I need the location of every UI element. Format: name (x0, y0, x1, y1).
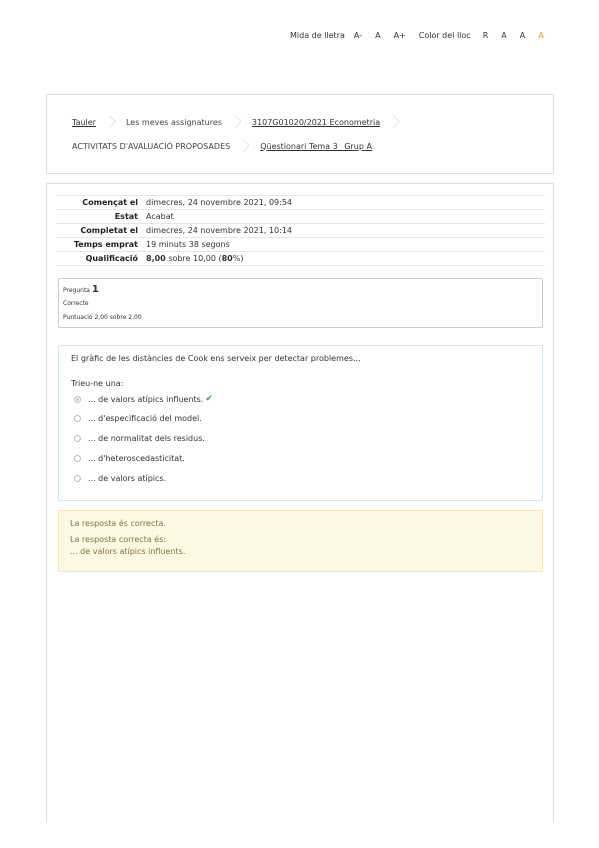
grade-value (142, 252, 545, 266)
bg-color-option-2[interactable]: A (519, 31, 526, 40)
grade-score: 8,00 (146, 254, 166, 263)
breadcrumb-course-link[interactable]: 3107G01020/2021 Econometria (251, 117, 381, 127)
breadcrumb-separator-icon (239, 139, 251, 153)
font-decrease-button[interactable]: A- (353, 31, 363, 40)
grade-percent: 80 (221, 254, 233, 263)
bg-color-reset-button[interactable]: R (482, 31, 489, 40)
answer-prompt: Trieu-ne una: (71, 379, 124, 388)
summary-key: Completat el (57, 224, 142, 238)
font-size-label: Mida de lletra (290, 31, 345, 40)
bg-color-label: Color del lloc (418, 31, 471, 40)
summary-row-started (57, 196, 545, 210)
correct-check-icon: ✔ (205, 394, 213, 404)
summary-row-state (57, 210, 545, 224)
summary-value: dimecres, 24 novembre 2021, 09:54 (142, 196, 545, 210)
radio-icon[interactable] (74, 415, 81, 422)
breadcrumb-card (46, 94, 554, 174)
breadcrumb-my-courses: Les meves assignatures (125, 117, 222, 127)
summary-key: Qualificació (57, 252, 142, 266)
question-status: Correcte (63, 300, 89, 307)
summary-row-time-taken (57, 238, 545, 252)
breadcrumb-row-2 (72, 139, 372, 153)
breadcrumb-section: ACTIVITATS D'AVALUACIÓ PROPOSADES (72, 141, 231, 151)
summary-value: Acabat (142, 210, 545, 224)
breadcrumb (72, 115, 410, 129)
summary-row-completed (57, 224, 545, 238)
breadcrumb-separator-icon (389, 115, 401, 129)
question-info-box (58, 278, 543, 328)
question-score: Puntuació 2,00 sobre 2,00 (63, 314, 142, 321)
radio-icon[interactable] (74, 435, 81, 442)
breadcrumb-quiz-link[interactable]: Qüestionari Tema 3_ Grup A (260, 141, 372, 151)
breadcrumb-separator-icon (105, 115, 117, 129)
answer-option[interactable] (74, 434, 205, 443)
answer-label: ... de valors atípics. (88, 474, 167, 483)
answer-option[interactable] (74, 394, 213, 404)
answer-label: ... de valors atípics influents. (88, 394, 204, 404)
feedback-result: La resposta és correcta. (70, 519, 166, 528)
question-label: Pregunta (63, 287, 90, 294)
question-stem: El gràfic de les distàncies de Cook ens serveix per detectar problemes... (71, 354, 361, 363)
answer-option[interactable] (74, 414, 202, 423)
font-reset-button[interactable]: A (375, 31, 381, 40)
feedback-correct-answer-label: La resposta correcta és: (70, 535, 167, 544)
question-number (63, 284, 99, 295)
summary-key: Estat (57, 210, 142, 224)
radio-icon[interactable] (74, 475, 81, 482)
grade-end: %) (232, 254, 244, 263)
breadcrumb-separator-icon (231, 115, 243, 129)
grade-sobre: sobre 10,00 ( (165, 254, 222, 263)
summary-row-grade (57, 252, 545, 266)
question-number-value: 1 (91, 284, 99, 295)
radio-icon[interactable] (74, 455, 81, 462)
summary-key: Temps emprat (57, 238, 142, 252)
answer-label: ... d'especificació del model. (88, 414, 202, 423)
summary-value: 19 minuts 38 segons (142, 238, 545, 252)
summary-key: Començat el (57, 196, 142, 210)
quiz-review-card (46, 183, 554, 823)
answer-label: ... de normalitat dels residus. (88, 434, 205, 443)
attempt-summary-table (57, 195, 545, 266)
summary-value: dimecres, 24 novembre 2021, 10:14 (142, 224, 545, 238)
answer-option[interactable] (74, 454, 185, 463)
feedback-correct-answer: ... de valors atípics influents. (70, 547, 186, 556)
bg-color-option-1[interactable]: A (501, 31, 507, 40)
radio-selected-icon[interactable] (74, 396, 81, 403)
answer-label: ... d'heteroscedasticitat. (88, 454, 185, 463)
question-content-box (58, 345, 543, 501)
bg-color-option-3[interactable]: A (538, 31, 544, 40)
accessibility-toolbar (290, 31, 544, 40)
font-increase-button[interactable]: A+ (393, 31, 406, 40)
feedback-box (58, 510, 543, 572)
breadcrumb-tauler-link[interactable]: Tauler (72, 117, 96, 127)
answer-option[interactable] (74, 474, 166, 483)
